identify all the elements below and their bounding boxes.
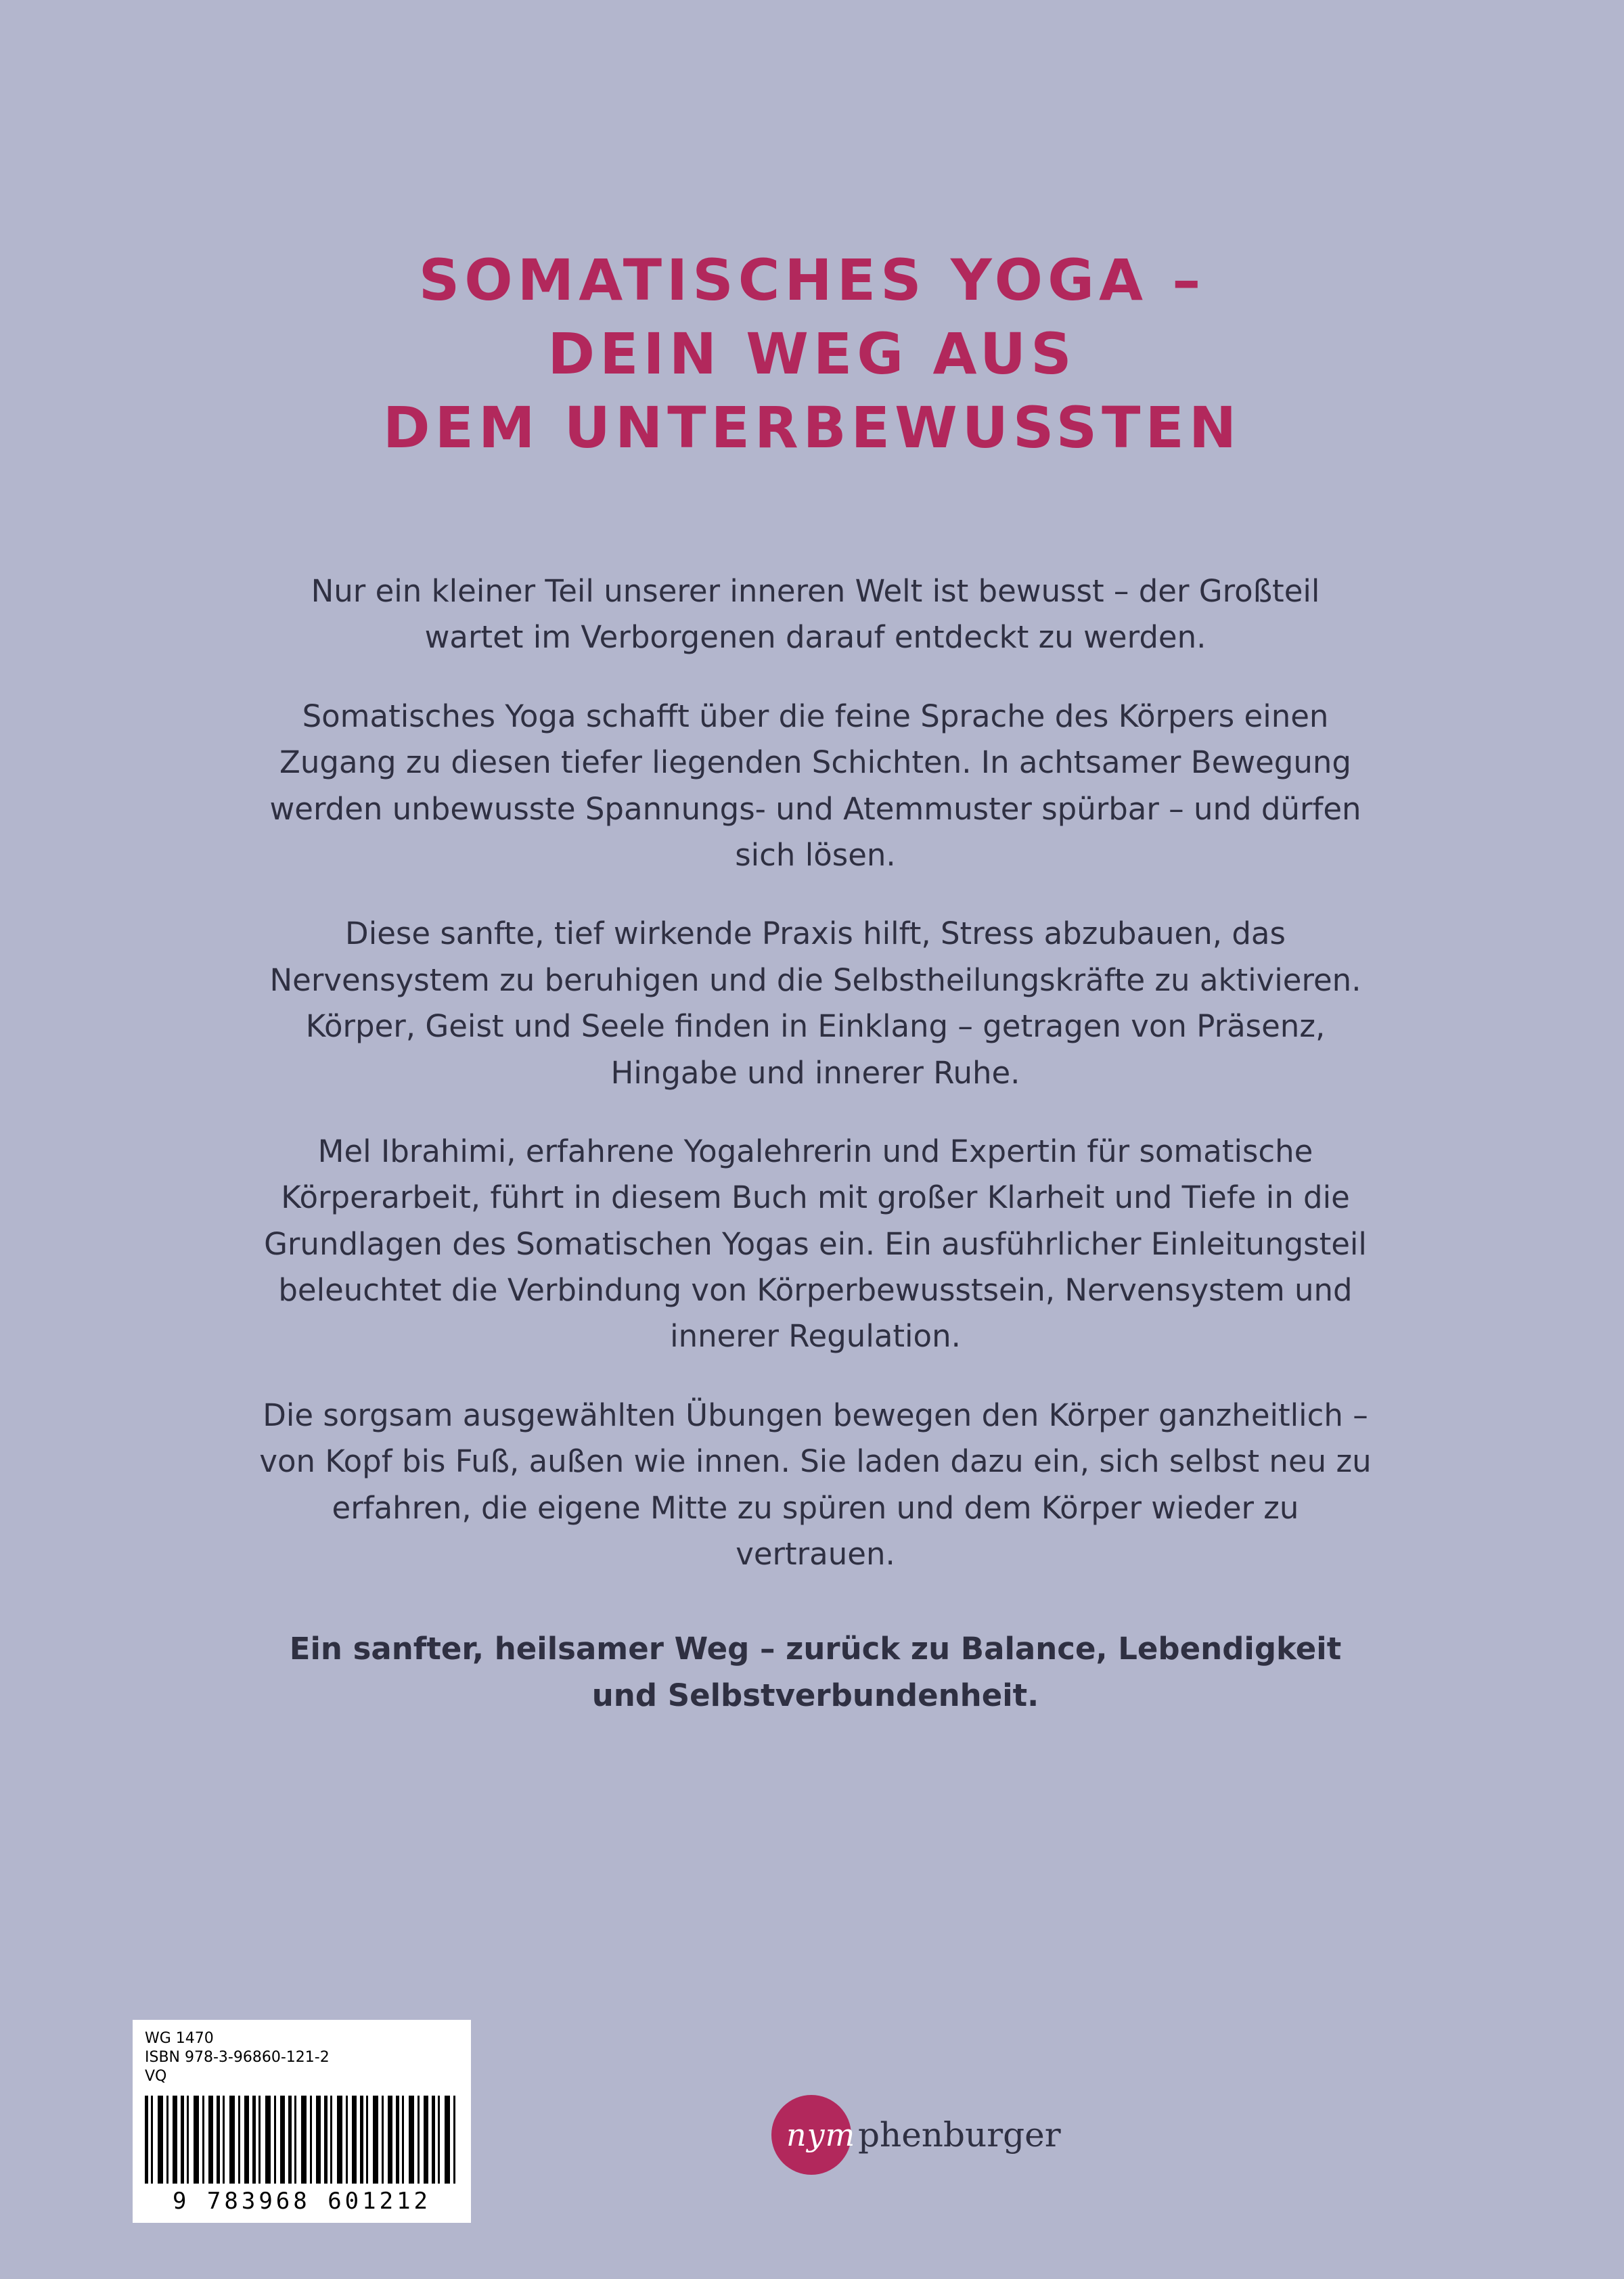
blurb-closing-statement: Ein sanfter, heilsamer Weg – zurück zu Balance, Lebendigkeit und Selbstverbundenheit. <box>289 1631 1342 1713</box>
barcode-block <box>133 2020 471 2223</box>
isbn-text: ISBN 978-3-96860-121-2 <box>145 2049 330 2067</box>
publisher-dot-icon <box>771 2095 856 2175</box>
barcode-bars-icon <box>145 2096 457 2184</box>
publisher-logo <box>771 2094 1061 2175</box>
blurb-paragraph-4: Mel Ibrahimi, erfahrene Yogalehrerin und Expertin für somatische Körperarbeit, führt in diesem Buch mit großer Klarheit und Tiefe in die Grundlagen des Somatischen Yogas ein. Ein ausführlicher Einleitungsteil beleuchtet die Verbindung von Körperbewusstsein, Nervensystem und innerer Regulation. <box>264 1133 1367 1355</box>
page-title <box>0 244 1624 466</box>
title-line-2: DEIN WEG AUS <box>547 321 1077 388</box>
publisher-logo-mark: nym <box>786 2117 856 2153</box>
vq-code: VQ <box>145 2068 167 2085</box>
blurb-paragraph-3: Diese sanfte, tief wirkende Praxis hilft, Stress abzubauen, das Nervensystem zu beruhigen und die Selbstheilungskräfte zu aktivieren. Körper, Geist und Seele finden in Einklang – getragen von Präsenz, Hingabe und innerer Ruhe. <box>269 916 1361 1091</box>
barcode-metadata <box>145 2029 459 2086</box>
blurb-text <box>257 568 1374 1719</box>
blurb-paragraph-1: Nur ein kleiner Teil unserer inneren Welt ist bewusst – der Großteil wartet im Verborgenen darauf entdeckt zu werden. <box>311 573 1320 656</box>
publisher-name: phenburger <box>858 2115 1061 2154</box>
title-line-3: DEM UNTERBEWUSSTEN <box>382 394 1242 461</box>
ean-number: 9 783968 601212 <box>172 2188 432 2215</box>
blurb-paragraph-5: Die sorgsam ausgewählten Übungen bewegen den Körper ganzheitlich – von Kopf bis Fuß, außen wie innen. Sie laden dazu ein, sich selbst neu zu erfahren, die eigene Mitte zu spüren und dem Körper wieder zu vertrauen. <box>259 1397 1372 1573</box>
blurb-paragraph-2: Somatisches Yoga schafft über die feine Sprache des Körpers einen Zugang zu diesen tiefer liegenden Schichten. In achtsamer Bewegung werden unbewusste Spannungs- und Atemmuster spürbar – und dürfen sich lösen. <box>269 698 1361 873</box>
title-line-1: SOMATISCHES YOGA – <box>418 247 1206 313</box>
wg-code: WG 1470 <box>145 2030 214 2047</box>
